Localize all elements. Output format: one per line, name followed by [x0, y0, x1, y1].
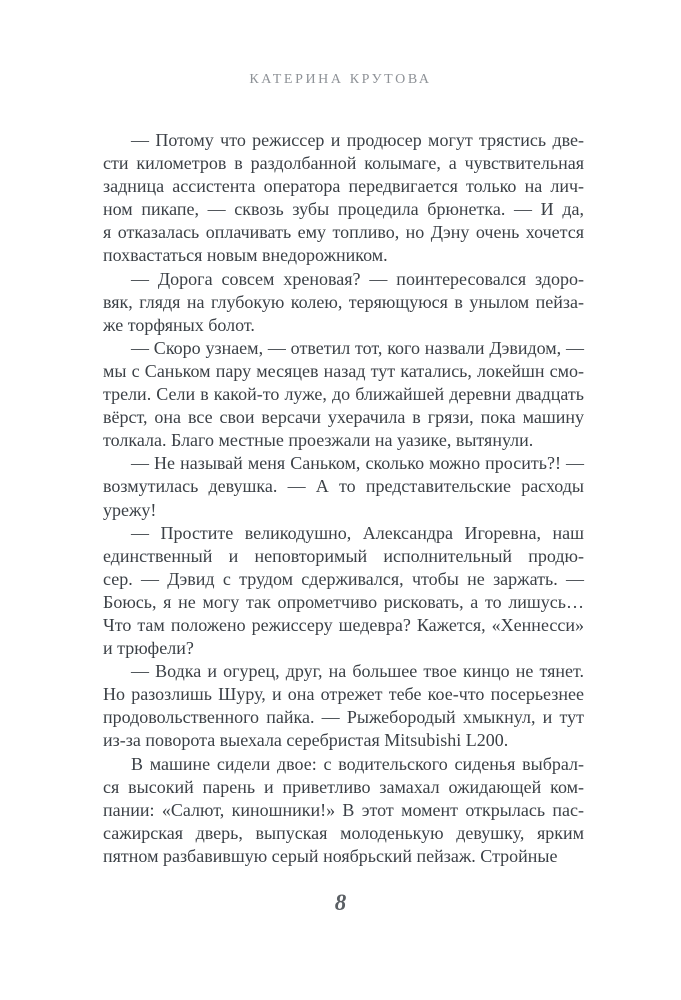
paragraph [103, 452, 584, 521]
running-header: КАТЕРИНА КРУТОВА [249, 72, 432, 87]
text-line: — Не называй меня Саньком, сколько можно просить?! — [131, 453, 584, 474]
text-line: пании: «Салют, киношники!» В этот момент открылась пас- [103, 799, 584, 820]
text-line: задница ассистента оператора передвигается только на лич- [103, 176, 584, 197]
paragraph [103, 522, 584, 661]
text-line: Но разозлишь Шуру, и она отрежет тебе кое-что посерьезнее [103, 684, 584, 705]
text-line: — Водка и огурец, друг, на большее твое кинцо не тянет. [131, 661, 584, 682]
text-line: — Скоро узнаем, — ответил тот, кого назвали Дэвидом, — [131, 337, 584, 358]
text-line: я отказалась оплачивать ему топливо, но Дэну очень хочется [103, 222, 584, 243]
paragraph [103, 753, 584, 868]
text-line: возмутилась девушка. — А то представительские расходы [103, 476, 584, 497]
text-line: продовольственного пайка. — Рыжебородый хмыкнул, и тут [103, 707, 584, 728]
paragraph [103, 660, 584, 752]
text-line: мы с Саньком пару месяцев назад тут катались, локейшн смо- [103, 360, 584, 381]
text-line: Боюсь, я не могу так опрометчиво рисковать, а то лишусь… [103, 591, 584, 612]
text-line: ся высокий парень и приветливо замахал ожидающей ком- [103, 776, 584, 797]
page-number: 8 [334, 890, 347, 915]
text-line: единственный и неповторимый исполнительный продю- [103, 545, 584, 566]
paragraph [103, 337, 584, 452]
text-line: сер. — Дэвид с трудом сдерживался, чтобы не заржать. — [103, 568, 584, 589]
text-line: Что там положено режиссеру шедевра? Кажется, «Хеннесси» [103, 614, 584, 635]
text-line: вяк, глядя на глубокую колею, теряющуюся в унылом пейза- [103, 291, 584, 312]
text-line: В машине сидели двое: с водительского сиденья выбрал- [131, 753, 584, 774]
text-line: урежу! [103, 499, 157, 520]
text-line: сти километров в раздолбанной колымаге, а чувствительная [103, 153, 584, 174]
text-line: вёрст, она все свои версачи ухерачила в грязи, пока машину [103, 407, 584, 428]
text-line: ном пикапе, — сквозь зубы процедила брюнетка. — И да, [103, 199, 584, 220]
text-line: — Дорога совсем хреновая? — поинтересовался здоро- [131, 268, 584, 289]
text-line: — Простите великодушно, Александра Игоревна, наш [131, 522, 584, 543]
text-line: трели. Сели в какой-то луже, до ближайшей деревни двадцать [103, 384, 584, 405]
body-text [103, 129, 584, 868]
text-line: из-за поворота выехала серебристая Mitsubishi L200. [103, 730, 509, 751]
text-line: и трюфели? [103, 638, 194, 659]
text-line: — Потому что режиссер и продюсер могут трястись две- [131, 130, 584, 150]
text-line: пятном разбавившую серый ноябрьский пейзаж. Стройные [103, 845, 558, 866]
text-line: похвастаться новым внедорожником. [103, 245, 388, 266]
text-line: сажирская дверь, выпуская молоденькую девушку, ярким [103, 822, 584, 843]
paragraph [103, 268, 584, 337]
text-line: же торфяных болот. [103, 314, 255, 335]
text-line: толкала. Благо местные проезжали на уазике, вытянули. [103, 430, 534, 451]
paragraph [103, 129, 584, 268]
